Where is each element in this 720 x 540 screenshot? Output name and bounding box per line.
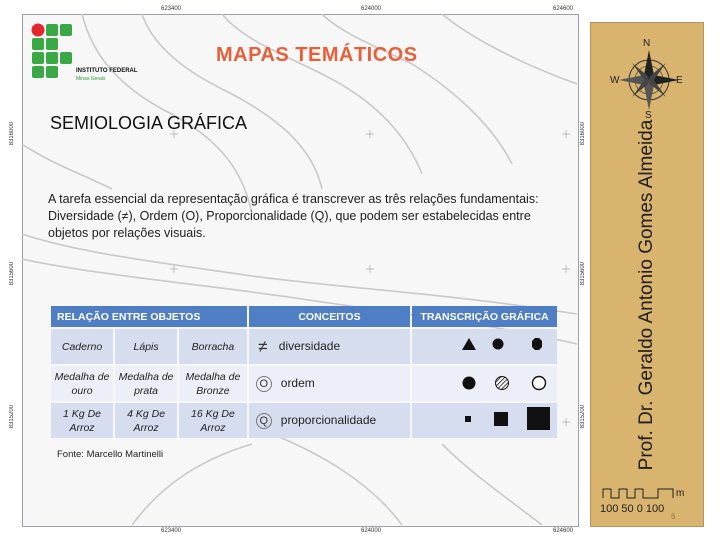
transcription-cell <box>412 329 557 364</box>
object-cell: Medalha de prata <box>115 366 177 401</box>
grid-x-label: 624000 <box>361 6 382 12</box>
section-title: SEMIOLOGIA GRÁFICA <box>50 113 248 133</box>
object-cell: Medalha de Bronze <box>179 366 247 401</box>
intro-paragraph: A tarefa essencial da representação gráfica é transcrever as três relações fundamentais: Diversidade (≠), Ordem (O), Proporcionalidade (Q), que podem ser estabelecidas entre objetos por relações visuais. <box>48 192 539 240</box>
concept-cell <box>249 329 410 364</box>
grid-x-label: 624600 <box>553 6 574 12</box>
concept-cell <box>249 366 410 401</box>
table-row <box>51 329 557 364</box>
page-number: 6 <box>671 512 676 521</box>
compass-south-label: S <box>645 110 652 121</box>
compass-east-label: E <box>676 75 683 86</box>
proportionality-symbol: Q <box>256 413 272 429</box>
compass-north-label: N <box>643 38 651 49</box>
grid-y-label: 8315600 <box>9 262 15 286</box>
order-shapes <box>418 366 552 397</box>
object-cell: 16 Kg De Arroz <box>179 403 247 438</box>
header-transcription: TRANSCRIÇÃO GRÁFICA <box>412 306 557 327</box>
relations-table <box>49 304 559 440</box>
table-row <box>51 366 557 401</box>
source-caption: Fonte: Marcello Martinelli <box>57 449 164 460</box>
concept-cell <box>249 403 410 438</box>
object-cell: 1 Kg De Arroz <box>51 403 113 438</box>
object-cell: Lápis <box>115 329 177 364</box>
order-symbol: O <box>256 376 272 392</box>
header-concepts: CONCEITOS <box>249 306 410 327</box>
institution-name: INSTITUTO FEDERAL <box>76 68 138 74</box>
header-objects: RELAÇÃO ENTRE OBJETOS <box>51 306 247 327</box>
diversity-shapes <box>418 329 552 360</box>
table-row <box>51 403 557 438</box>
scale-bar-icon <box>602 486 678 500</box>
grid-x-label: 623400 <box>161 528 182 534</box>
diversity-symbol: ≠ <box>258 336 268 356</box>
scale-labels: 100 50 0 100 <box>600 503 665 515</box>
grid-y-label: 8315600 <box>580 262 586 286</box>
proportionality-shapes <box>418 403 552 434</box>
transcription-cell <box>412 403 557 438</box>
object-cell: 4 Kg De Arroz <box>115 403 177 438</box>
institution-campus: Minas Gerais <box>76 76 106 82</box>
grid-x-label: 624000 <box>361 528 382 534</box>
object-cell: Borracha <box>179 329 247 364</box>
grid-y-label: 8315200 <box>580 405 586 429</box>
grid-x-label: 623400 <box>161 6 182 12</box>
institution-logo <box>30 22 74 82</box>
grid-y-label: 8315200 <box>9 405 15 429</box>
author-name: Prof. Dr. Geraldo Antonio Gomes Almeida <box>636 119 657 471</box>
page-title: MAPAS TEMÁTICOS <box>216 44 418 66</box>
object-cell: Caderno <box>51 329 113 364</box>
grid-x-label: 624600 <box>553 528 574 534</box>
concept-label: proporcionalidade <box>280 412 377 427</box>
grid-y-label: 8316000 <box>580 122 586 146</box>
object-cell: Medalha de ouro <box>51 366 113 401</box>
concept-label: diversidade <box>278 339 341 354</box>
scale-unit: m <box>676 488 685 499</box>
concept-label: ordem <box>280 375 315 390</box>
compass-west-label: W <box>610 75 620 86</box>
grid-y-label: 8316000 <box>9 122 15 146</box>
author-name-container <box>612 110 682 480</box>
transcription-cell <box>412 366 557 401</box>
